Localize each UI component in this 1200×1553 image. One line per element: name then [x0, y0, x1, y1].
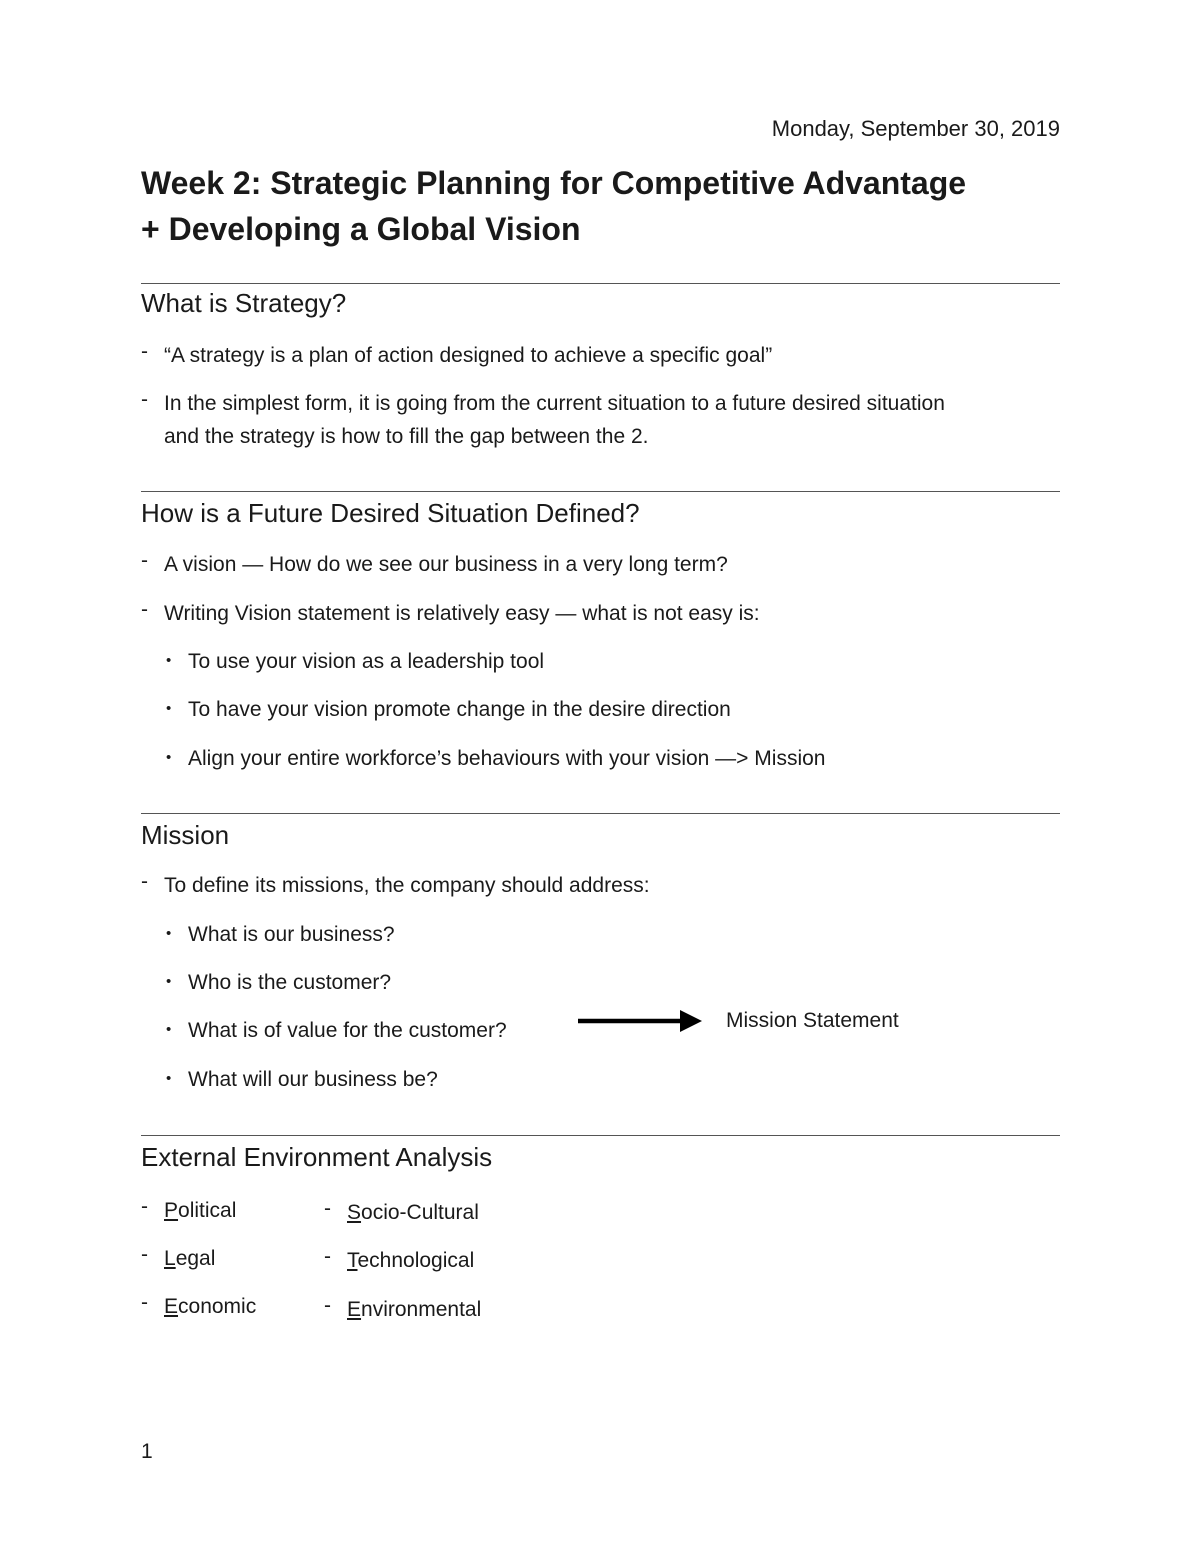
arrow-right-icon: [576, 1008, 704, 1034]
future-bullet-2: To have your vision promote change in the desire direction: [188, 698, 731, 721]
pestle-initial: S: [347, 1201, 362, 1224]
pestle-rest: ocio-Cultural: [361, 1201, 479, 1224]
mission-statement-label: Mission Statement: [726, 1009, 899, 1032]
page-title: [141, 160, 1081, 252]
dash-marker: -: [141, 1195, 148, 1218]
strategy-item-2-line-2: and the strategy is how to fill the gap between the 2.: [164, 425, 649, 448]
strategy-item-2-line-1: In the simplest form, it is going from the current situation to a future desired situation: [164, 392, 945, 415]
dash-marker: -: [324, 1197, 331, 1220]
bullet-marker: •: [166, 700, 172, 717]
pestle-political: [164, 1195, 236, 1227]
dash-marker: -: [141, 870, 148, 893]
dash-marker: -: [324, 1294, 331, 1317]
dash-marker: -: [141, 1243, 148, 1266]
section-divider: [141, 491, 1060, 492]
dash-marker: -: [141, 598, 148, 621]
pestle-rest: egal: [175, 1247, 216, 1270]
bullet-marker: •: [166, 973, 172, 990]
pestle-rest: nvironmental: [361, 1298, 482, 1321]
dash-marker: -: [324, 1245, 331, 1268]
dash-marker: -: [141, 549, 148, 572]
bullet-marker: •: [166, 1021, 172, 1038]
future-bullet-1: To use your vision as a leadership tool: [188, 650, 545, 673]
mission-intro: To define its missions, the company should address:: [164, 874, 650, 897]
section-heading-strategy: What is Strategy?: [141, 288, 347, 318]
strategy-item-1: “A strategy is a plan of action designed to achieve a specific goal”: [164, 344, 773, 367]
mission-bullet-3: What is of value for the customer?: [188, 1019, 507, 1042]
title-line-1: Week 2: Strategic Planning for Competitive Advantage: [141, 165, 967, 201]
future-bullet-3: Align your entire workforce’s behaviours with your vision —> Mission: [188, 747, 826, 770]
title-line-2: + Developing a Global Vision: [141, 211, 581, 247]
pestle-economic: [164, 1291, 256, 1323]
mission-bullet-4: What will our business be?: [188, 1068, 438, 1091]
dash-marker: -: [141, 388, 148, 411]
section-divider: [141, 1135, 1060, 1136]
section-divider: [141, 283, 1060, 284]
pestle-rest: echnological: [357, 1249, 475, 1272]
dash-marker: -: [141, 340, 148, 363]
pestle-environmental: [347, 1294, 481, 1326]
bullet-marker: •: [166, 1070, 172, 1087]
pestle-legal: [164, 1243, 215, 1275]
bullet-marker: •: [166, 652, 172, 669]
section-heading-external: External Environment Analysis: [141, 1142, 493, 1172]
mission-bullet-2: Who is the customer?: [188, 971, 392, 994]
pestle-rest: olitical: [178, 1199, 237, 1222]
pestle-socio-cultural: [347, 1197, 479, 1229]
document-date: Monday, September 30, 2019: [771, 116, 1060, 141]
section-divider: [141, 813, 1060, 814]
pestle-rest: conomic: [178, 1295, 257, 1318]
future-item-2: Writing Vision statement is relatively easy — what is not easy is:: [164, 602, 760, 625]
pestle-initial: E: [347, 1298, 362, 1321]
pestle-technological: [347, 1245, 474, 1277]
bullet-marker: •: [166, 749, 172, 766]
section-heading-future: How is a Future Desired Situation Defined?: [141, 498, 640, 528]
mission-bullet-1: What is our business?: [188, 923, 395, 946]
pestle-initial: E: [164, 1295, 179, 1318]
page-number: 1: [141, 1440, 153, 1463]
pestle-initial: L: [164, 1247, 176, 1270]
future-item-1: A vision — How do we see our business in a very long term?: [164, 553, 728, 576]
bullet-marker: •: [166, 925, 172, 942]
pestle-initial: P: [164, 1199, 179, 1222]
dash-marker: -: [141, 1291, 148, 1314]
pestle-initial: T: [347, 1249, 358, 1272]
section-heading-mission: Mission: [141, 820, 230, 850]
